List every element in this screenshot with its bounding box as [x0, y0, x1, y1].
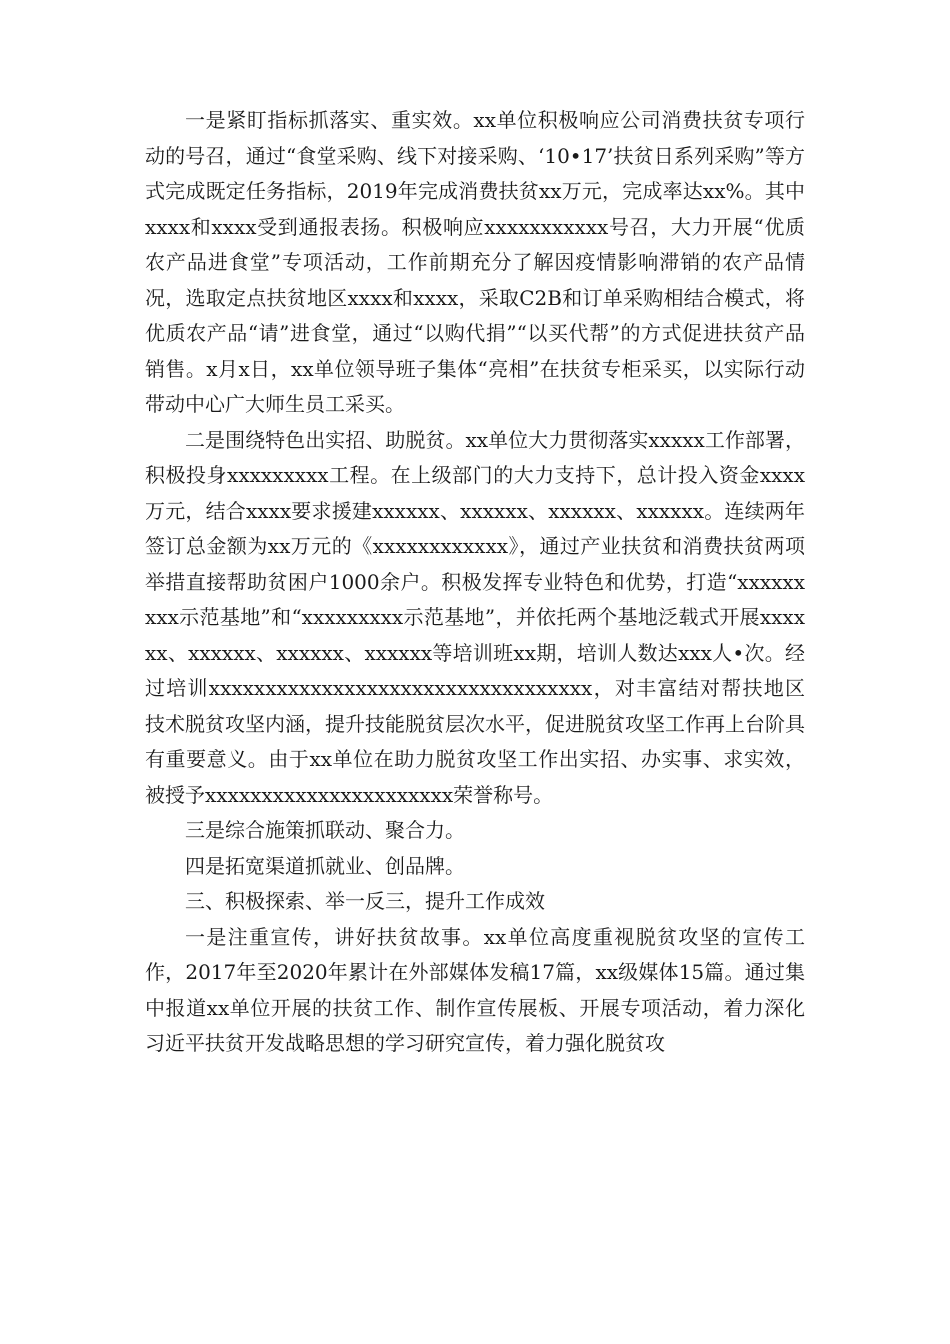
paragraph-employment-brand: 四是拓宽渠道抓就业、创品牌。	[185, 853, 465, 878]
paragraph-featured-measures: 二是围绕特色出实招、助脱贫。xx单位大力贯彻落实xxxxx工作部署，积极投身xxxxxxxxx工程。在上级部门的大力支持下，总计投入资金xxxx万元，结合xxxx要求援建xxxxxx、xxxxxx、xxxxxx、xxxxxx。连续两年签订总金额为xx万元的《xxxxxxxxxxxx》，通过产业扶贫和消费扶贫两项举措直接帮助贫困户1000余户。积极发挥专业特色和优势，打造“xxxxxxxxx示范基地”和“xxxxxxxxx示范基地”，并依托两个基地泛载式开展xxxxxx、xxxxxx、xxxxxx、xxxxxx等培训班xx期，培训人数达xxx人•次。经过培训xxxxxxxxxxxxxxxxxxxxxxxxxxxxxxxxxx，对丰富结对帮扶地区技术脱贫攻坚内涵，提升技能脱贫层次水平，促进脱贫攻坚工作再上台阶具有重要意义。由于xx单位在助力脱贫攻坚工作出实招、办实事、求实效，被授予xxxxxxxxxxxxxxxxxxxxxx荣誉称号。	[145, 427, 805, 807]
paragraph-publicity: 一是注重宣传，讲好扶贫故事。xx单位高度重视脱贫攻坚的宣传工作，2017年至2020年累计在外部媒体发稿17篇，xx级媒体15篇。通过集中报道xx单位开展的扶贫工作、制作宣传展板、开展专项活动，着力深化习近平扶贫开发战略思想的学习研究宣传，着力强化脱贫攻	[145, 924, 805, 1055]
paragraph-consumption-poverty-alleviation: 一是紧盯指标抓落实、重实效。xx单位积极响应公司消费扶贫专项行动的号召，通过“食堂采购、线下对接采购、‘10•17’扶贫日系列采购”等方式完成既定任务指标，2019年完成消费扶贫xx万元，完成率达xx%。其中xxxx和xxxx受到通报表扬。积极响应xxxxxxxxxxx号召，大力开展“优质农产品进食堂”专项活动，工作前期充分了解因疫情影响滞销的农产品情况，选取定点扶贫地区xxxx和xxxx，采取C2B和订单采购相结合模式，将优质农产品“请”进食堂，通过“以购代捐”“以买代帮”的方式促进扶贫产品销售。x月x日，xx单位领导班子集体“亮相”在扶贫专柜采买，以实际行动带动中心广大师生员工采买。	[145, 108, 805, 416]
section-heading: 三、积极探索、举一反三，提升工作成效	[185, 889, 545, 913]
paragraph-coordinated-policies: 三是综合施策抓联动、聚合力。	[185, 818, 465, 842]
document-page	[145, 103, 805, 1062]
